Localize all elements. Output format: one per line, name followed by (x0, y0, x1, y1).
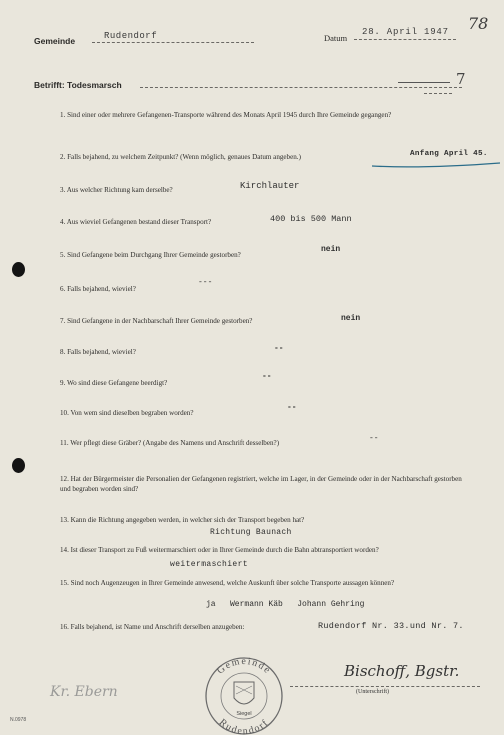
question-11: 11. Wer pflegt diese Gräber? (Angabe des Namens und Anschrift desselben?) (60, 439, 280, 447)
datum-line (354, 39, 456, 40)
question-1: 1. Sind einer oder mehrere Gefangenen-Transporte während des Monats April 1945 durch Ihre Gemeinde gegangen? (60, 111, 392, 119)
ref-underline (398, 82, 450, 83)
question-15: 15. Sind noch Augenzeugen in Ihrer Gemeinde anwesend, welche Auskunft über solche Transporte aussagen können? (60, 579, 395, 587)
question-2: 2. Falls bejahend, zu welchem Zeitpunkt? (Wenn möglich, genaues Datum angeben.) (60, 153, 301, 161)
question-14: 14. Ist dieser Transport zu Fuß weitermarschiert oder in Ihrer Gemeinde durch die Bahn abtransportiert worden? (60, 546, 379, 554)
betrifft-line (140, 87, 462, 88)
question-8: 8. Falls bejahend, wieviel? (60, 348, 136, 356)
page-mark: 78 (468, 14, 489, 33)
question-9: 9. Wo sind diese Gefangene beerdigt? (60, 379, 168, 387)
answer-8: -- (274, 344, 284, 353)
svg-text:Gemeinde (215, 656, 273, 677)
gemeinde-label: Gemeinde (34, 36, 76, 46)
signature-line (290, 686, 480, 687)
punch-hole-bottom (12, 458, 25, 473)
gemeinde-value: Rudendorf (104, 31, 158, 41)
question-3: 3. Aus welcher Richtung kam derselbe? (60, 186, 173, 194)
answer-5: nein (321, 245, 341, 254)
answer-15: ja Wermann Käb Johann Gehring (206, 600, 365, 609)
question-13: 13. Kann die Richtung angegeben werden, in welcher sich der Transport begeben hat? (60, 516, 305, 524)
municipal-seal-stamp (200, 652, 288, 735)
stamp-bottom-text: Rudendorf (216, 717, 272, 735)
coat-of-arms-icon (234, 682, 254, 704)
answer-11: -- (369, 434, 379, 443)
stamp-top-text: Gemeinde (215, 655, 274, 677)
answer-14: weitermaschiert (170, 560, 249, 569)
answer-9: -- (262, 372, 272, 381)
ref-dash (424, 93, 452, 94)
answer-6: --- (198, 278, 213, 287)
question-7: 7. Sind Gefangene in der Nachbarschaft Ihrer Gemeinde gestorben? (60, 317, 253, 325)
margin-note: Kr. Ebern (50, 684, 118, 700)
stamp-center-text: Siegel (236, 711, 252, 717)
answer-16: Rudendorf Nr. 33.und Nr. 7. (318, 621, 464, 631)
footer-code: N.0978 (10, 717, 27, 723)
datum-value: 28. April 1947 (362, 27, 449, 37)
question-5: 5. Sind Gefangene beim Durchgang Ihrer Gemeinde gestorben? (60, 251, 241, 259)
ref-mark: 7 (456, 70, 466, 88)
signature: Bischoff, Bgstr. (344, 662, 460, 680)
question-4: 4. Aus wieviel Gefangenen bestand dieser Transport? (60, 218, 212, 226)
gemeinde-line (92, 42, 254, 43)
answer-13: Richtung Baunach (210, 528, 292, 537)
question-10: 10. Von wem sind dieselben begraben worden? (60, 409, 194, 417)
svg-text:Rudendorf (217, 717, 271, 735)
answer-7: nein (341, 314, 361, 323)
question-12: 12. Hat der Bürgermeister die Personalien der Gefangenen registriert, welche im Lager, in der Gemeinde oder in der Nachbarschaft gestorben und begraben worden sind? (60, 475, 462, 493)
datum-label: Datum (324, 33, 348, 43)
answer-2-underline (370, 160, 502, 170)
punch-hole-top (12, 262, 25, 277)
answer-2: Anfang April 45. (410, 150, 488, 158)
answer-3: Kirchlauter (240, 181, 300, 191)
question-16: 16. Falls bejahend, ist Name und Anschrift derselben anzugeben: (60, 623, 245, 631)
betrifft-label: Betrifft: Todesmarsch (34, 80, 122, 90)
question-6: 6. Falls bejahend, wieviel? (60, 285, 136, 293)
answer-10: -- (287, 403, 297, 412)
answer-4: 400 bis 500 Mann (270, 214, 352, 224)
signature-caption: (Unterschrift) (356, 689, 389, 695)
